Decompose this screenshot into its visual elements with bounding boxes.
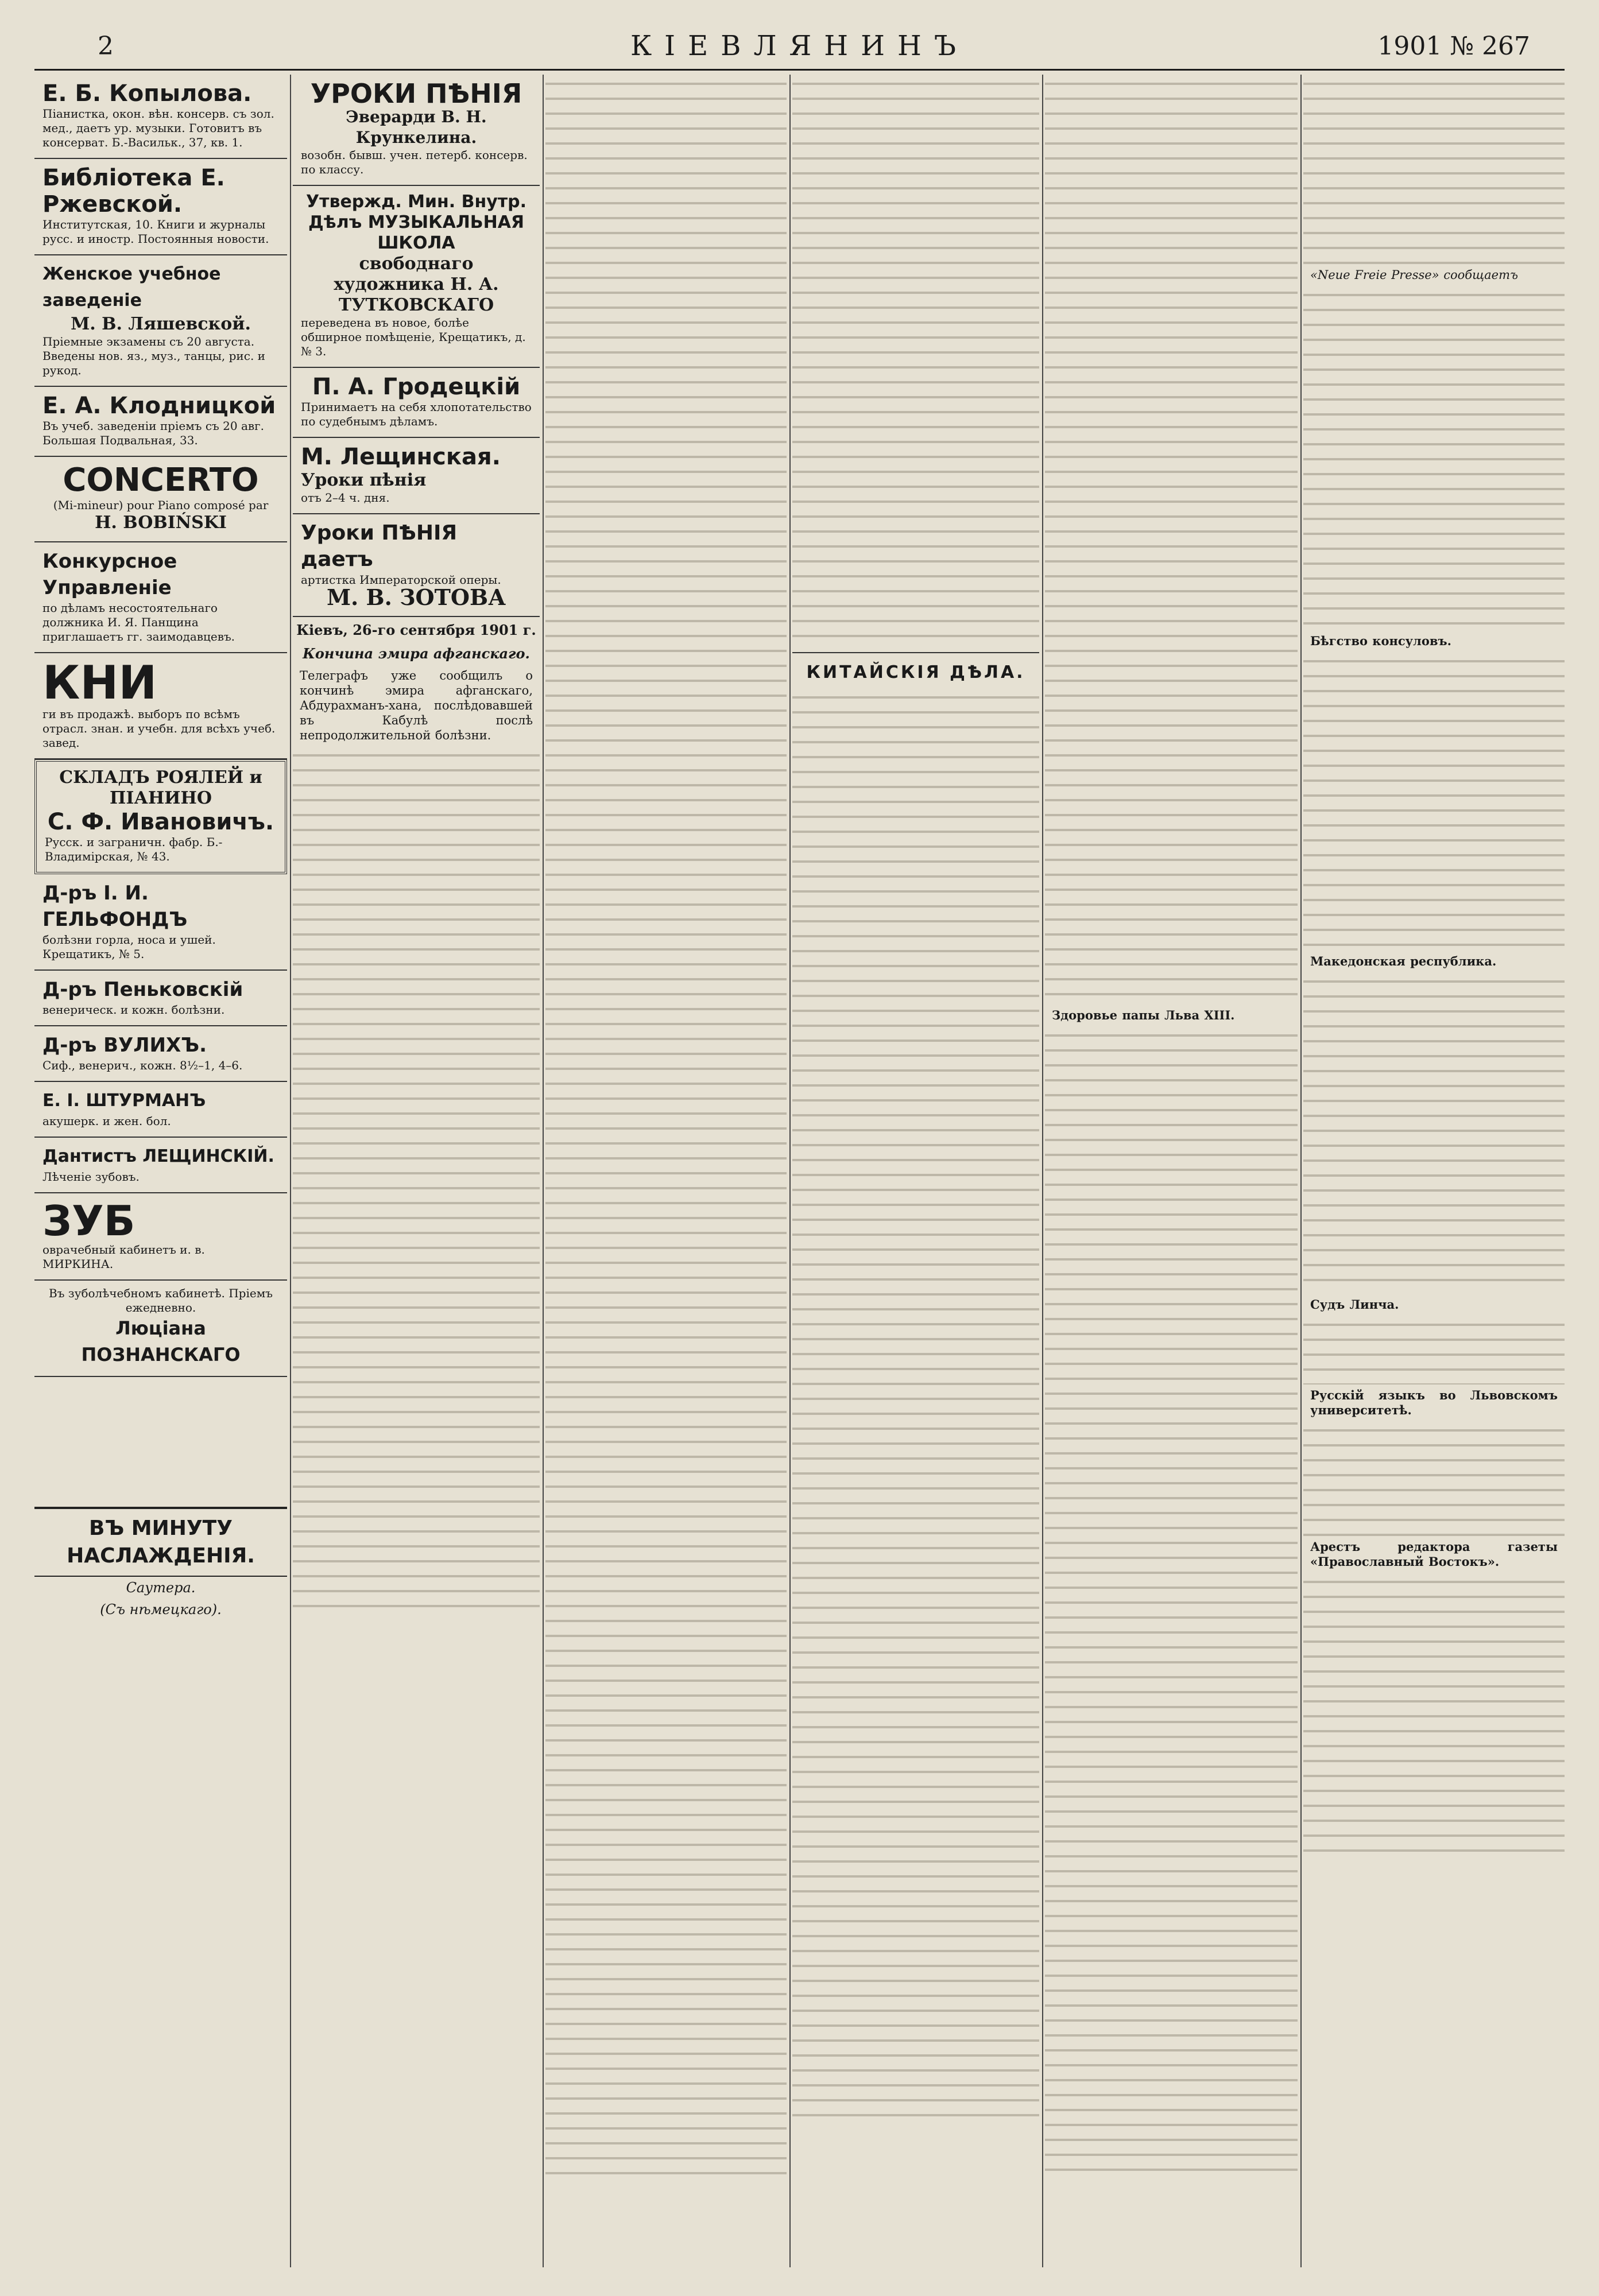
article-body-filler bbox=[293, 746, 540, 1607]
article-body-filler bbox=[1303, 972, 1565, 1294]
column-divider bbox=[290, 75, 291, 2267]
ad-penkovsky: Д-ръ Пеньковскій венерическ. и кожн. болѣзни. bbox=[34, 971, 287, 1026]
ad-school-lyashevskaya: Женское учебное заведеніе М. В. Ляшевской. Пріемные экзамены съ 20 августа. Введены нов. яз., муз., танцы, рис. и рукод. bbox=[34, 255, 287, 387]
column-divider bbox=[1042, 75, 1043, 2267]
ad-klodnitskaya: Е. А. Клодницкой Въ учеб. заведеніи прiемъ съ 20 авг. Большая Подвальная, 33. bbox=[34, 387, 287, 457]
column-divider bbox=[1300, 75, 1302, 2267]
article-body-filler bbox=[1303, 75, 1565, 264]
article-dateline: Кіевъ, 26-го сентября 1901 г. bbox=[296, 622, 536, 638]
ad-leshchinskaya: М. Лещинская. Уроки пѣнія отъ 2–4 ч. дня. bbox=[293, 438, 540, 514]
issue-number: 1901 № 267 bbox=[1377, 32, 1530, 61]
ad-leshchinsky: Дантистъ ЛЕЩИНСКІЙ. Лѣченіе зубовъ. bbox=[34, 1138, 287, 1193]
note-editor-arrest: Арестъ редактора газеты «Православный Востокъ». bbox=[1310, 1539, 1558, 1569]
feuilleton-author: Саутера. bbox=[126, 1580, 196, 1596]
ad-kopylova: Е. Б. Копылова. Піанистка, окон. вѣн. консерв. съ зол. мед., даетъ ур. музыки. Готовитъ въ консерват. Б.-Васильк., 37, кв. 1. bbox=[34, 75, 287, 159]
ad-konkursnoe: Конкурсное Управленіе по дѣламъ несостоятельнаго должника И. Я. Панщина приглашаетъ гг. заимодавцевъ. bbox=[34, 542, 287, 653]
ad-concerto: CONCERTO (Mi-mineur) pour Piano composé par H. BOBIŃSKI bbox=[34, 457, 287, 542]
article-body-filler bbox=[1045, 75, 1298, 1004]
article-lead: Телеграфъ уже сообщилъ о кончинѣ эмира афганскаго, Абдурахманъ-хана, послѣдовавшей въ Кабулѣ послѣ непродолжительной болѣзни. bbox=[300, 669, 533, 742]
note-neue-freie-presse: «Neue Freie Presse» сообщаетъ bbox=[1310, 268, 1518, 282]
section-china-heading: КИТАЙСКІЯ ДѢЛА. bbox=[806, 662, 1025, 682]
note-macedonia: Македонская республика. bbox=[1310, 954, 1497, 968]
column-3 bbox=[545, 75, 787, 2267]
article-body-filler bbox=[1045, 1026, 1298, 2174]
ad-library: Библіотека Е. Ржевской. Институтская, 10. Книги и журналы русс. и иностр. Постоянныя новости. bbox=[34, 159, 287, 255]
feuilleton-note: (Съ нѣмецкаго). bbox=[100, 1601, 222, 1618]
page-header bbox=[34, 17, 1565, 71]
feuilleton bbox=[34, 1507, 287, 1620]
column-4 bbox=[792, 75, 1039, 2267]
newspaper-title: КІЕВЛЯНИНЪ bbox=[630, 30, 969, 62]
article-body-filler bbox=[1303, 1421, 1565, 1536]
ads-column-1 bbox=[34, 75, 287, 2267]
article-body-filler bbox=[1303, 652, 1565, 951]
ad-shturman: Е. І. ШТУРМАНЪ акушерк. и жен. бол. bbox=[34, 1082, 287, 1138]
ad-grodetsky: П. А. Гродецкій Принимаетъ на себя хлопотательство по судебнымъ дѣламъ. bbox=[293, 368, 540, 438]
article-body-filler bbox=[1303, 286, 1565, 630]
ad-books: КНИ ги въ продажѣ. выборъ по всѣмъ отрасл. знан. и учебн. для всѣхъ учеб. завед. bbox=[34, 653, 287, 759]
article-body-filler bbox=[792, 75, 1039, 649]
ad-singing-lessons: УРОКИ ПѢНІЯ Эверарди В. Н. Крункелина. возобн. бывш. учен. петерб. консерв. по классу. bbox=[293, 75, 540, 186]
column-5 bbox=[1045, 75, 1298, 2267]
column-divider bbox=[789, 75, 791, 2267]
note-lynch: Судъ Линча. bbox=[1310, 1297, 1399, 1312]
ad-pianos: СКЛАДЪ РОЯЛЕЙ и ПІАНИНО С. Ф. Ивановичъ. Русск. и заграничн. фабр. Б.-Владимірская, № 43. bbox=[34, 759, 287, 874]
note-lviv-university: Русскій языкъ во Львовскомъ университетѣ. bbox=[1310, 1388, 1558, 1417]
ad-gelfond: Д-ръ І. И. ГЕЛЬФОНДЪ болѣзни горла, носа и ушей. Крещатикъ, № 5. bbox=[34, 874, 287, 971]
article-body-filler bbox=[545, 75, 787, 2187]
article-body-filler bbox=[1303, 1573, 1565, 1860]
feuilleton-title: ВЪ МИНУТУ НАСЛАЖДЕНІЯ. bbox=[34, 1509, 287, 1577]
column-2 bbox=[293, 75, 540, 2267]
article-body-filler bbox=[792, 688, 1039, 2123]
article-headline: Кончина эмира афганскаго. bbox=[303, 645, 530, 662]
column-6 bbox=[1303, 75, 1565, 2267]
section-rule bbox=[792, 652, 1039, 653]
ad-vulikh: Д-ръ ВУЛИХЪ. Сиф., венерич., кожн. 8½–1, 4–6. bbox=[34, 1026, 287, 1082]
ad-poznansky: Въ зуболѣчебномъ кабинетѣ. Пріемъ ежедневно. Люціана ПОЗНАНСКАГО bbox=[34, 1281, 287, 1377]
note-consuls: Бѣгство консуловъ. bbox=[1310, 634, 1451, 648]
ad-zotova: Уроки ПѢНІЯ даетъ артистка Императорской оперы. М. В. ЗОТОВА bbox=[293, 514, 540, 617]
ad-music-school: Утвержд. Мин. Внутр. Дѣлъ МУЗЫКАЛЬНАЯ ШКОЛА свободнаго художника Н. А. ТУТКОВСКАГО переведена въ новое, болѣе обширное помѣщеніе, Крещатикъ, д. № 3. bbox=[293, 186, 540, 368]
note-pope-health: Здоровье папы Льва XIII. bbox=[1052, 1008, 1235, 1022]
article-body-filler bbox=[1303, 1316, 1565, 1384]
ad-mirkin: ЗУБ оврачебный кабинетъ и. в. МИРКИНА. bbox=[34, 1193, 287, 1281]
page-number: 2 bbox=[98, 32, 114, 61]
column-divider bbox=[543, 75, 544, 2267]
